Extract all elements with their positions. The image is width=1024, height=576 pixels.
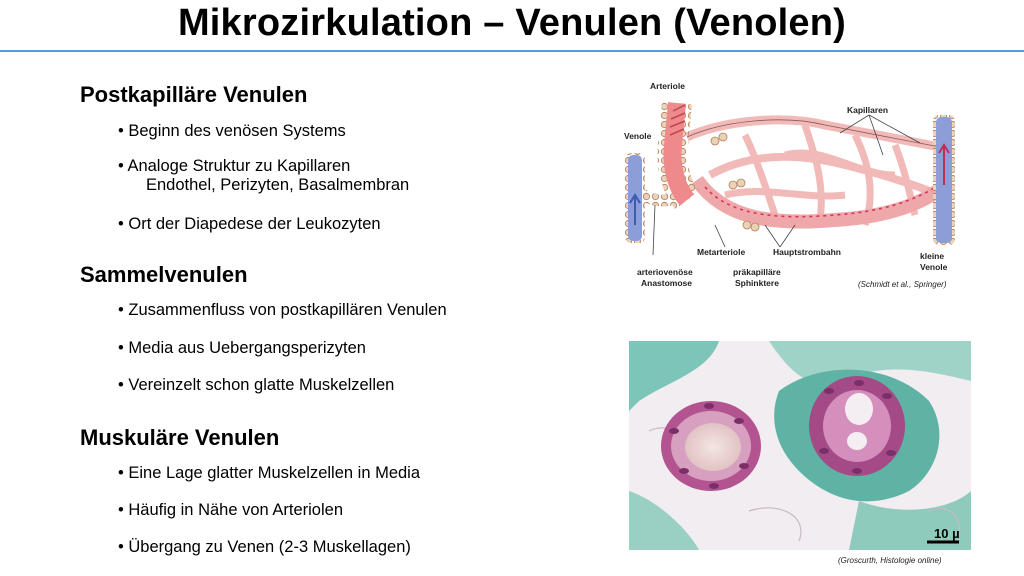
bullet-item: [118, 157, 409, 195]
bullet-text: • Analoge Struktur zu Kapillaren: [118, 157, 351, 175]
label-hauptstrombahn: Hauptstrombahn: [773, 247, 841, 257]
bullet-item: • Übergang zu Venen (2-3 Muskellagen): [118, 538, 411, 556]
title-rule: [0, 50, 1024, 52]
bullet-item: • Zusammenfluss von postkapillären Venulen: [118, 301, 447, 319]
label-metarteriole: Metarteriole: [697, 247, 746, 257]
label-sphinktere: Sphinktere: [735, 278, 779, 288]
label-arteriovenoese: arteriovenöse: [637, 267, 693, 277]
section-heading-muskulaere: Muskuläre Venulen: [80, 425, 280, 450]
label-praekapillaere: präkapilläre: [733, 267, 781, 277]
page-title: Mikrozirkulation – Venulen (Venolen): [177, 2, 847, 44]
section-heading-sammelvenulen: Sammelvenulen: [80, 262, 248, 287]
bullet-item: • Ort der Diapedese der Leukozyten: [118, 215, 381, 233]
bullet-item: • Media aus Uebergangsperizyten: [118, 339, 366, 357]
bullet-item: • Häufig in Nähe von Arteriolen: [118, 501, 343, 519]
bullet-item: • Vereinzelt schon glatte Muskelzellen: [118, 376, 395, 394]
microcirculation-diagram: [615, 75, 980, 300]
label-kleine-venole: Venole: [920, 262, 948, 272]
label-venole: Venole: [624, 131, 652, 141]
label-anastomose: Anastomose: [641, 278, 693, 288]
histology-micrograph: [629, 341, 971, 550]
bullet-item: • Beginn des venösen Systems: [118, 122, 346, 140]
label-kleine: kleine: [920, 251, 945, 261]
bullet-subtext: Endothel, Perizyten, Basalmembran: [146, 176, 410, 194]
label-arteriole: Arteriole: [650, 81, 685, 91]
label-kapillaren: Kapillaren: [847, 105, 889, 115]
bullet-item: • Eine Lage glatter Muskelzellen in Media: [118, 464, 421, 482]
diagram-caption: (Schmidt et al., Springer): [858, 280, 947, 289]
micrograph-caption: (Groscurth, Histologie online): [838, 556, 942, 565]
scale-label: 10 µ: [934, 526, 960, 541]
section-heading-postkapillaere: Postkapilläre Venulen: [80, 82, 308, 107]
